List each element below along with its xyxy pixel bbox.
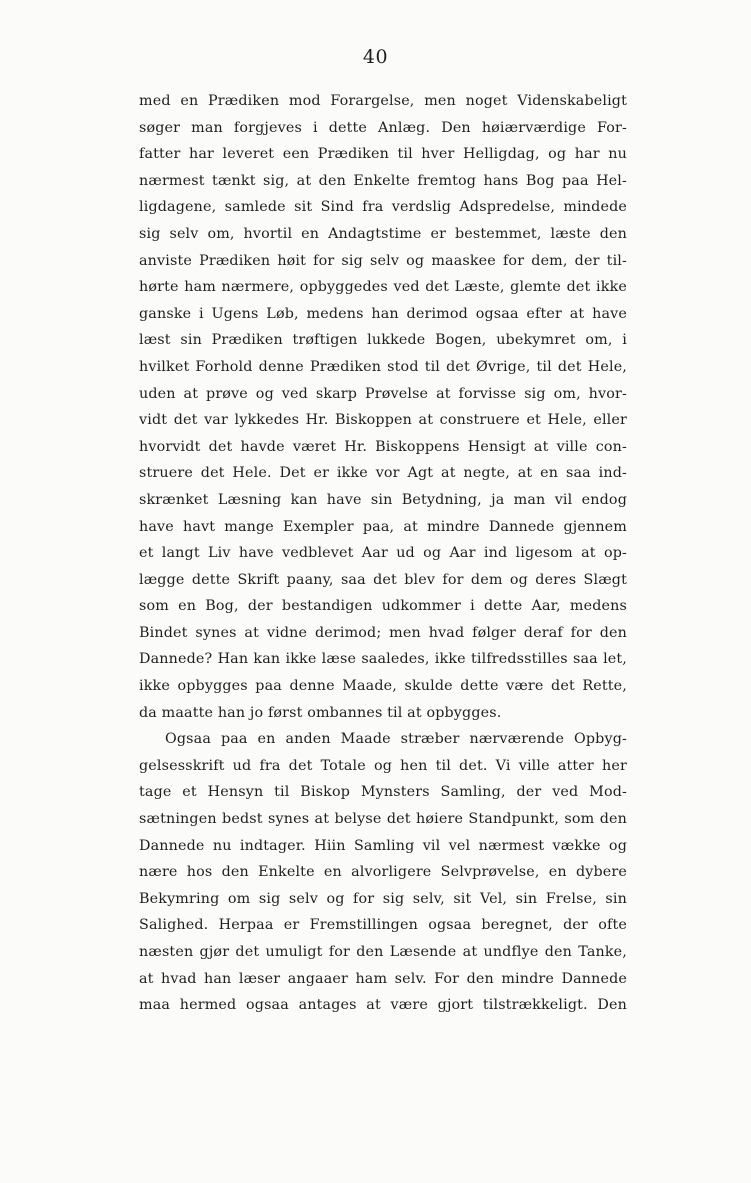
text-line: hvilket Forhold denne Prædiken stod til det Øvrige, til det Hele,: [139, 358, 627, 375]
text-line: at hvad han læser angaaer ham selv. For den mindre Dannede: [139, 970, 627, 987]
body-text: [139, 88, 627, 1019]
text-line: ikke opbygges paa denne Maade, skulde dette være det Rette,: [139, 678, 627, 695]
text-line: fatter har leveret een Prædiken til hver Helligdag, og har nu: [139, 146, 627, 163]
text-line: Dannede nu indtager. Hiin Samling vil vel nærmest vække og: [139, 837, 627, 854]
text-line: Salighed. Herpaa er Fremstillingen ogsaa beregnet, der ofte: [139, 917, 627, 934]
text-line: ganske i Ugens Løb, medens han derimod ogsaa efter at have: [139, 305, 627, 322]
text-line: Bindet synes at vidne derimod; men hvad følger deraf for den: [139, 624, 627, 641]
text-line: skrænket Læsning kan have sin Betydning, ja man vil endog: [139, 491, 627, 508]
paragraph-1: [139, 88, 627, 726]
text-line: hørte ham nærmere, opbyggedes ved det Læste, glemte det ikke: [139, 279, 627, 296]
text-line: Bekymring om sig selv og for sig selv, sit Vel, sin Frelse, sin: [139, 890, 627, 907]
text-line: have havt mange Exempler paa, at mindre Dannede gjennem: [139, 518, 627, 535]
text-line: søger man forgjeves i dette Anlæg. Den høiærværdige For-: [139, 119, 627, 136]
text-line: Ogsaa paa en anden Maade stræber nærværende Opbyg-: [165, 731, 627, 748]
text-line: nærmest tænkt sig, at den Enkelte fremtog hans Bog paa Hel-: [139, 172, 627, 189]
text-line: struere det Hele. Det er ikke vor Agt at negte, at en saa ind-: [139, 465, 627, 482]
text-line: med en Prædiken mod Forargelse, men noget Videnskabeligt: [139, 93, 627, 109]
paragraph-2: [139, 726, 627, 1019]
text-line: vidt det var lykkedes Hr. Biskoppen at construere et Hele, eller: [139, 412, 627, 429]
text-line: lægge dette Skrift paany, saa det blev for dem og deres Slægt: [139, 571, 627, 588]
text-line: uden at prøve og ved skarp Prøvelse at forvisse sig om, hvor-: [139, 385, 627, 402]
text-line: tage et Hensyn til Biskop Mynsters Samling, der ved Mod-: [139, 784, 627, 801]
text-line: sætningen bedst synes at belyse det høiere Standpunkt, som den: [139, 811, 627, 828]
text-line: sig selv om, hvortil en Andagtstime er bestemmet, læste den: [139, 225, 627, 242]
text-line: gelsesskrift ud fra det Totale og hen til det. Vi ville atter her: [139, 757, 627, 774]
text-line: maa hermed ogsaa antages at være gjort tilstrækkeligt. Den: [139, 997, 627, 1014]
text-line: læst sin Prædiken trøftigen lukkede Bogen, ubekymret om, i: [139, 332, 627, 349]
page-number: 40: [362, 46, 389, 68]
text-line: hvorvidt det havde været Hr. Biskoppens Hensigt at ville con-: [139, 438, 627, 455]
text-line: anviste Prædiken høit for sig selv og maaskee for dem, der til-: [139, 252, 627, 269]
text-line: Dannede? Han kan ikke læse saaledes, ikke tilfredsstilles saa let,: [139, 651, 627, 668]
text-line: da maatte han jo først ombannes til at opbygges.: [139, 704, 502, 721]
text-line: næsten gjør det umuligt for den Læsende at undflye den Tanke,: [139, 944, 627, 960]
text-line: et langt Liv have vedblevet Aar ud og Aar ind ligesom at op-: [139, 545, 627, 562]
text-line: nære hos den Enkelte en alvorligere Selvprøvelse, en dybere: [139, 864, 627, 881]
text-line: ligdagene, samlede sit Sind fra verdslig Adspredelse, mindede: [139, 199, 627, 216]
text-line: som en Bog, der bestandigen udkommer i dette Aar, medens: [139, 598, 627, 615]
